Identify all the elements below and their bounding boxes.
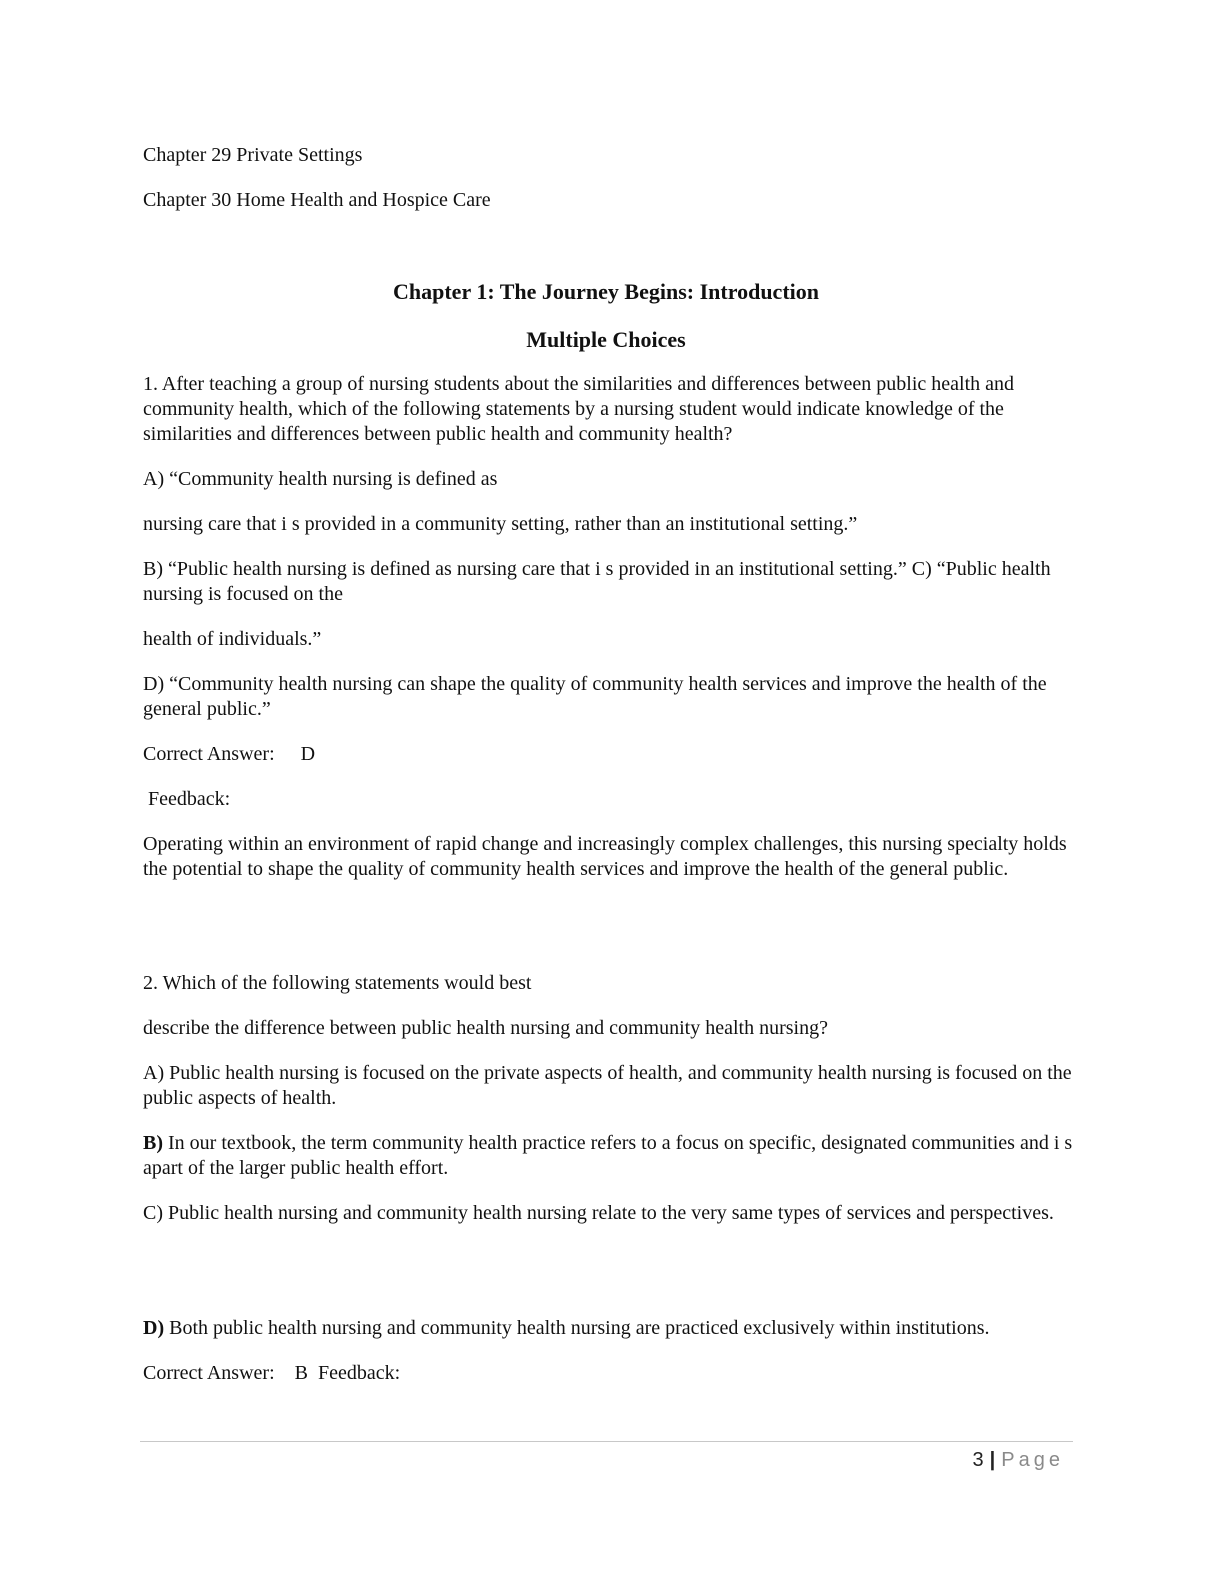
option-d-letter: D) [143,1317,165,1339]
question-2-option-d [143,1316,1073,1341]
question-2-option-c: C) Public health nursing and community health nursing relate to the very same types of services and perspectives. [143,1202,1054,1224]
question-2-stem-continued: describe the difference between public health nursing and community health nursing? [143,1017,828,1039]
option-b-text: In our textbook, the term community health practice refers to a focus on specific, designated communities and i s apart of the larger public health effort. [143,1132,1073,1179]
question-1-option-c-continued: health of individuals.” [143,628,322,650]
answer-label: Correct Answer: [143,743,275,765]
question-1-stem: 1. After teaching a group of nursing students about the similarities and differences between public health and community health, which of the following statements by a nursing student would indicate knowledge of the similarities and differences between public health and community health? [143,373,1015,445]
page-footer [973,1448,1064,1472]
answer-value: D [300,743,316,765]
toc-chapter-30: Chapter 30 Home Health and Hospice Care [143,189,491,211]
question-1-option-b-c: B) “Public health nursing is defined as nursing care that i s provided in an institutional setting.” C) “Public health nursing is focused on the [143,558,1051,605]
question-2-option-b [143,1131,1073,1181]
page-number: 3 [972,1449,984,1471]
page-word: Page [1001,1449,1064,1471]
question-2-option-a: A) Public health nursing is focused on the private aspects of health, and community health nursing is focused on the public aspects of health. [143,1062,1072,1109]
option-d-text: Both public health nursing and community health nursing are practiced exclusively within institutions. [164,1317,990,1339]
section-title: Multiple Choices [526,327,686,352]
option-b-letter: B) [143,1132,163,1154]
question-1-feedback-label: Feedback: [148,788,231,810]
question-1-option-a: A) “Community health nursing is defined as [143,468,498,490]
question-1-feedback-text: Operating within an environment of rapid change and increasingly complex challenges, this nursing specialty holds the potential to shape the quality of community health services and improve the health of the general public. [143,833,1067,880]
feedback-label: Feedback: [317,1362,401,1384]
question-2-answer [143,1361,1073,1386]
question-2-stem: 2. Which of the following statements would best [143,972,532,994]
question-1-option-d: D) “Community health nursing can shape the quality of community health services and improve the health of the general public.” [143,673,1047,720]
answer-value: B [294,1362,308,1384]
question-1-option-a-continued: nursing care that i s provided in a community setting, rather than an institutional setting.” [143,513,858,535]
footer-separator: | [989,1449,996,1471]
question-1-answer [143,742,1073,767]
chapter-title: Chapter 1: The Journey Begins: Introduction [393,279,819,304]
toc-chapter-29: Chapter 29 Private Settings [143,144,363,166]
footer-divider [140,1441,1073,1442]
answer-label: Correct Answer: [143,1362,275,1384]
